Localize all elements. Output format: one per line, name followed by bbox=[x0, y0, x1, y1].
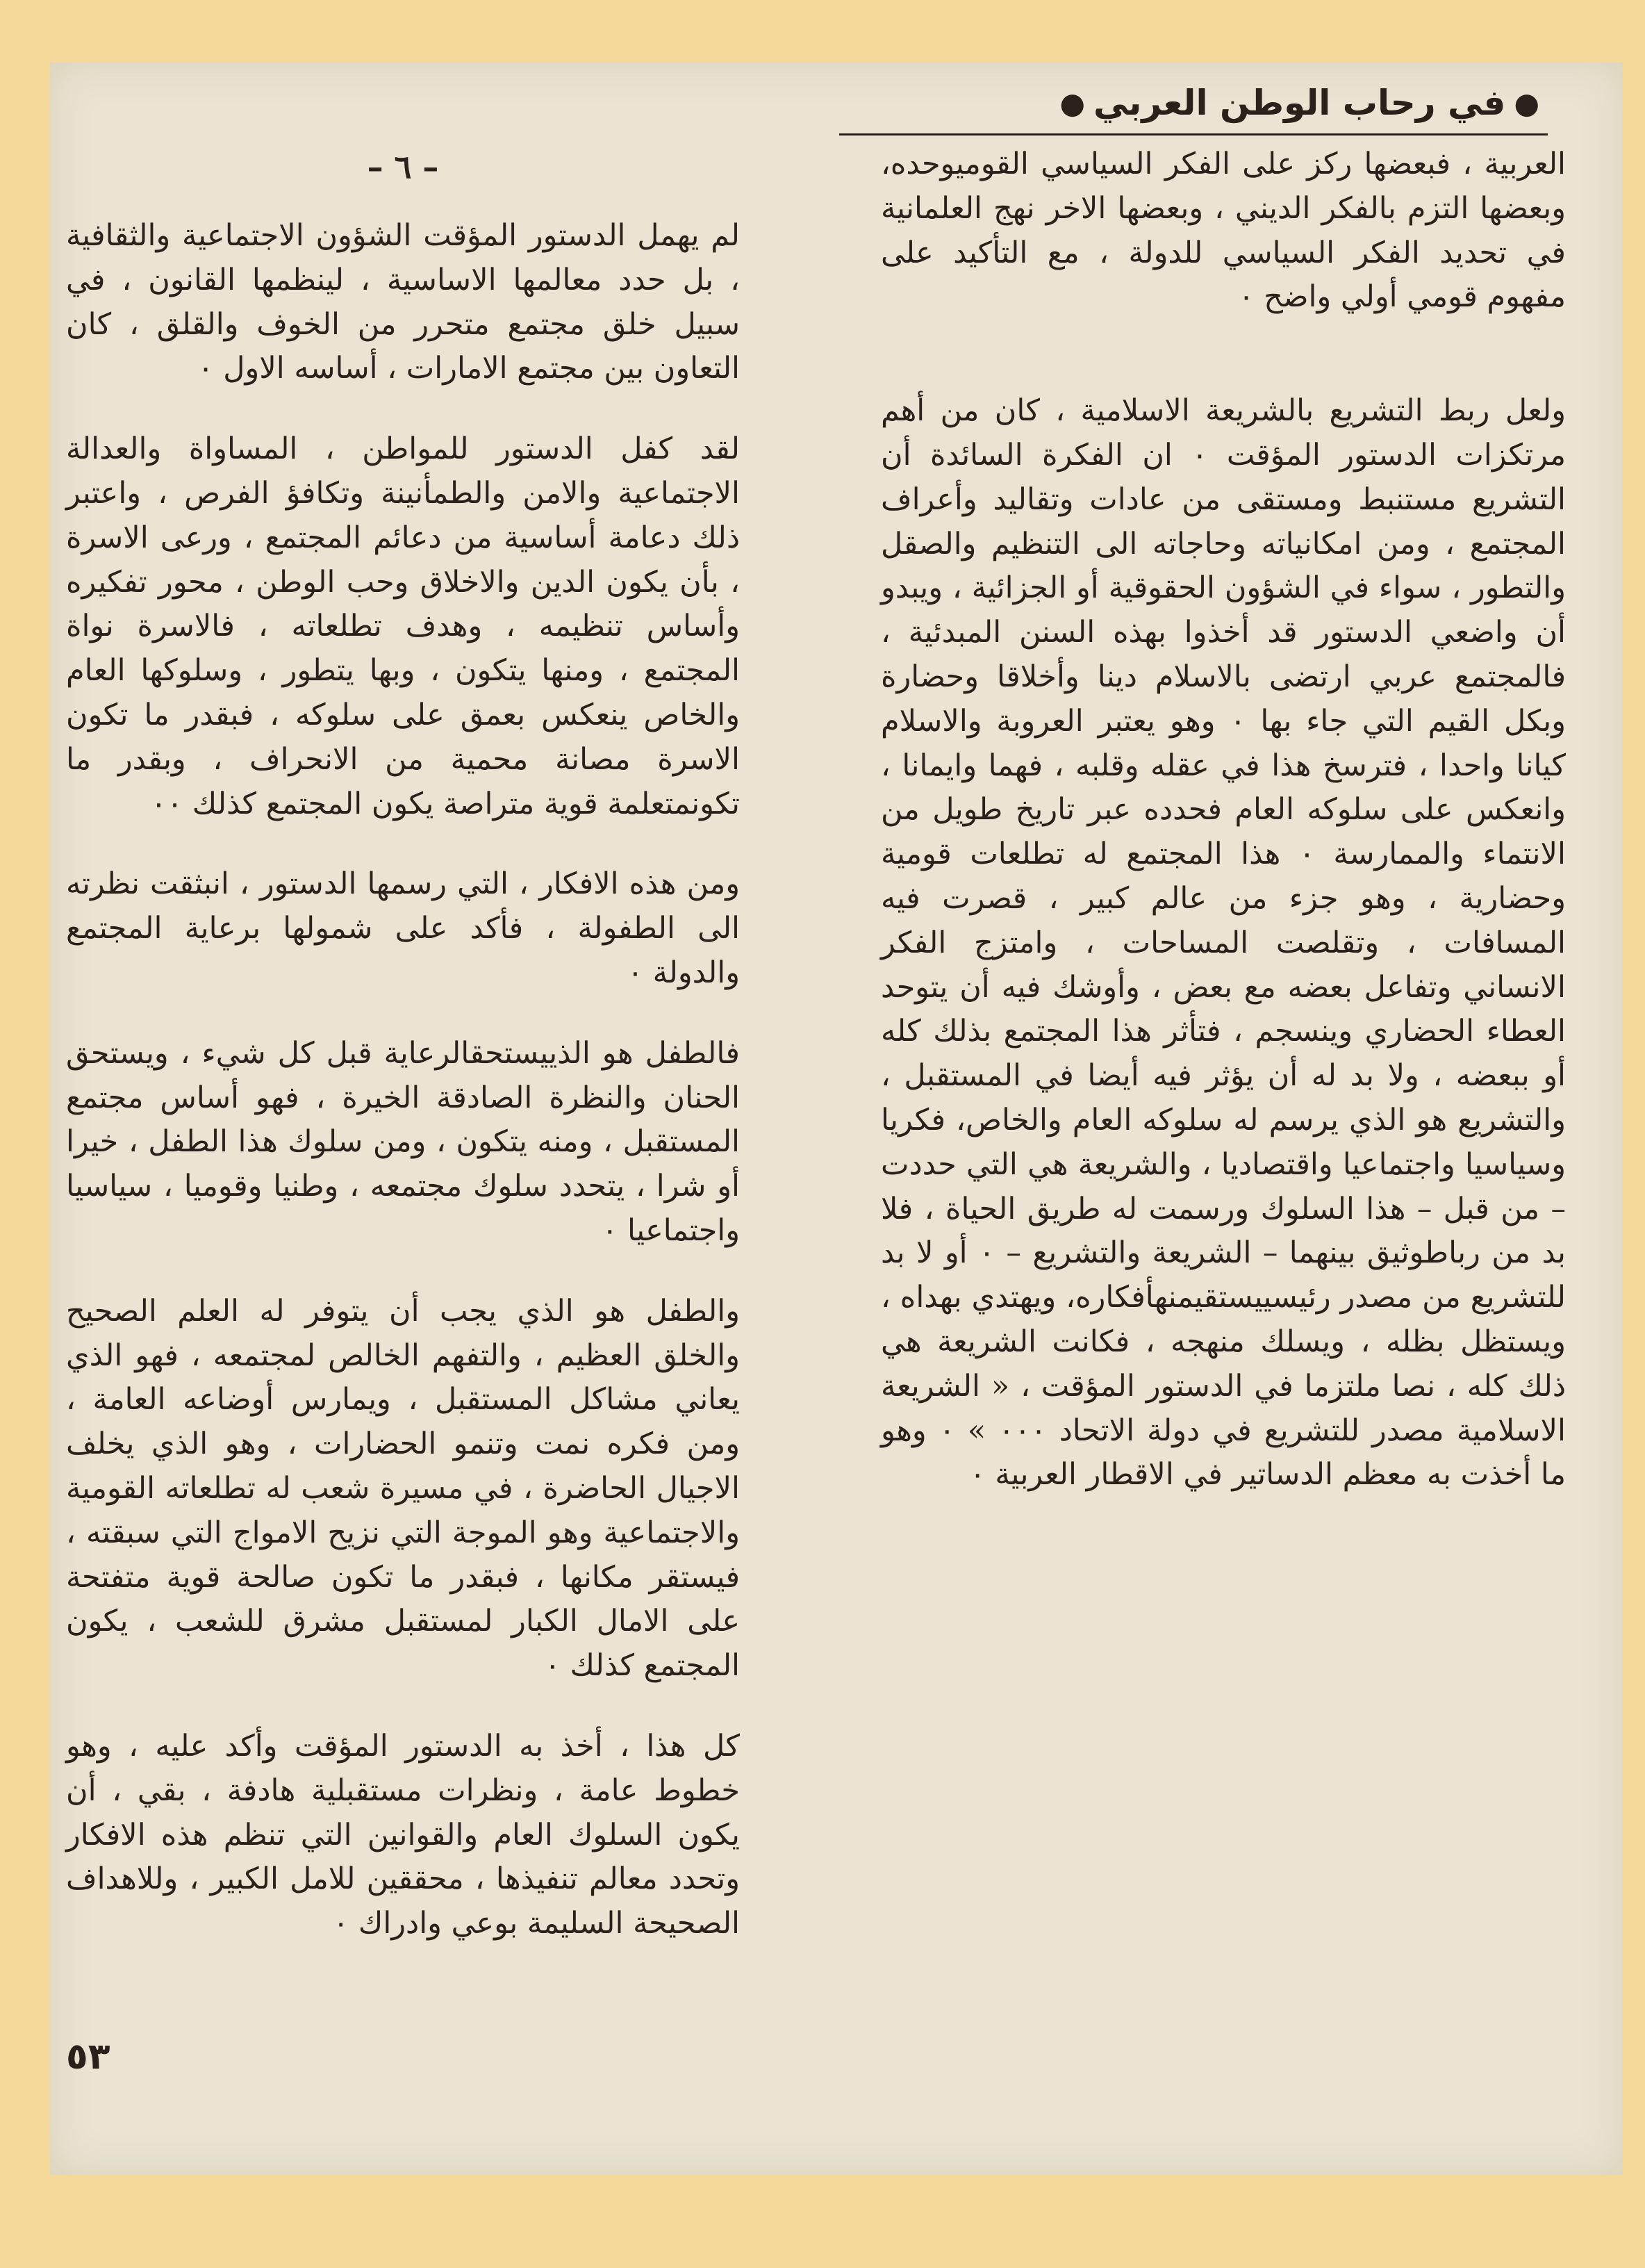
paragraph: ومن هذه الافكار ، التي رسمها الدستور ، انبثقت نظرته الى الطفولة ، فأكد على شمولها برعاية المجتمع والدولة ٠ bbox=[66, 866, 740, 990]
paragraph-gap bbox=[66, 826, 740, 862]
page-number: ٥٣ bbox=[66, 2036, 110, 2078]
paragraph: لقد كفل الدستور للمواطن ، المساواة والعدالة الاجتماعية والامن والطمأنينة وتكافؤ الفرص ، واعتبر ذلك دعامة أساسية من دعائم المجتمع ، ورعى الاسرة ، بأن يكون الدين والاخلاق وحب الوطن ، محور تفكيره وأساس تنظيمه ، وهدف تطلعاته ، فالاسرة نواة المجتمع ، ومنها يتكون ، وبها يتطور ، وسلوكها العام والخاص ينعكس بعمق على سلوكه ، فبقدر ما تكون الاسرة مصانة محمية من الانحراف ، وبقدر ما تكونمتعلمة قوية متراصة يكون المجتمع كذلك ٠٠ bbox=[66, 432, 740, 821]
paragraph: كل هذا ، أخذ به الدستور المؤقت وأكد عليه ، وهو خطوط عامة ، ونظرات مستقبلية هادفة ، بقي ، أن يكون السلوك العام والقوانين التي تنظم هذه الافكار وتحدد معالم تنفيذها ، محققين للامل الكبير ، وللاهداف الصحيحة السليمة بوعي وادراك ٠ bbox=[66, 1728, 740, 1941]
paragraph: فالطفل هو الذييستحقالرعاية قبل كل شيء ، ويستحق الحنان والنظرة الصادقة الخيرة ، فهو أساس مجتمع المستقبل ، ومنه يتكون ، ومن سلوك هذا الطفل ، خيرا أو شرا ، يتحدد سلوك مجتمعه ، وطنيا وقوميا ، سياسيا واجتماعيا ٠ bbox=[66, 1035, 740, 1248]
paragraph-gap bbox=[66, 391, 740, 427]
bullet-icon: ● bbox=[1059, 85, 1085, 120]
paragraph-gap bbox=[66, 1254, 740, 1290]
left-column bbox=[66, 146, 740, 1946]
paragraph-gap bbox=[66, 996, 740, 1032]
paragraph-gap bbox=[66, 1688, 740, 1725]
paragraph: العربية ، فبعضها ركز على الفكر السياسي القوميوحده، وبعضها التزم بالفكر الديني ، وبعضها الاخر نهج العلمانية في تحديد الفكر السياسي للدولة ، مع التأكيد على مفهوم قومي أولي واضح ٠ bbox=[881, 147, 1566, 315]
header-title: في رحاب الوطن العربي bbox=[1093, 83, 1506, 123]
bullet-icon: ● bbox=[1514, 85, 1539, 120]
section-number: – ٦ – bbox=[367, 148, 439, 186]
paragraph: والطفل هو الذي يجب أن يتوفر له العلم الصحيح والخلق العظيم ، والتفهم الخالص لمجتمعه ، فهو الذي يعاني مشاكل المستقبل ، ويمارس أوضاعه العامة ، ومن فكره نمت وتنمو الحضارات ، وهو الذي يخلف الاجيال الحاضرة ، في مسيرة شعب له تطلعاته القومية والاجتماعية وهو الموجة التي نزيح الامواج التي سبقته ، فيستقر مكانها ، فبقدر ما تكون صالحة قوية متفتحة على الامال الكبار لمستقبل مشرق للشعب ، يكون المجتمع كذلك ٠ bbox=[66, 1293, 740, 1684]
paragraph-gap bbox=[881, 320, 1566, 389]
paragraph: لم يهمل الدستور المؤقت الشؤون الاجتماعية والثقافية ، بل حدد معالمها الاساسية ، لينظمها القانون ، في سبيل خلق مجتمع متحرر من الخوف والقلق ، كان التعاون بين مجتمع الامارات ، أساسه الاول ٠ bbox=[66, 218, 740, 386]
header-divider bbox=[839, 133, 1548, 135]
paragraph: ولعل ربط التشريع بالشريعة الاسلامية ، كان من أهم مرتكزات الدستور المؤقت ٠ ان الفكرة السائدة أن التشريع مستنبط ومستقى من عادات وتقاليد وأعراف المجتمع ، ومن امكانياته وحاجاته الى التنظيم والصقل والتطور ، سواء في الشؤون الحقوقية أو الجزائية ، ويبدو أن واضعي الدستور قد أخذوا بهذه السنن المبدئية ، فالمجتمع عربي ارتضى بالاسلام دينا وأخلاقا وحضارة وبكل القيم التي جاء بها ٠ وهو يعتبر العروبة والاسلام كيانا واحدا ، فترسخ هذا في عقله وقلبه ، فهما وايمانا ، وانعكس على سلوكه العام فحدده عبر تاريخ طويل من الانتماء والممارسة ٠ هذا المجتمع له تطلعات قومية وحضارية ، وهو جزء من عالم كبير ، قصرت فيه المسافات ، وتقلصت المساحات ، وامتزج الفكر الانساني وتفاعل بعضه مع بعض ، وأوشك فيه أن يتوحد العطاء الحضاري وينسجم ، فتأثر هذا المجتمع بذلك كله أو ببعضه ، ولا بد له أن يؤثر فيه أيضا في المستقبل ، والتشريع هو الذي يرسم له سلوكه العام والخاص، فكريا وسياسيا واجتماعيا واقتصاديا ، والشريعة هي التي حددت – من قبل – هذا السلوك ورسمت له طريق الحياة ، فلا بد من رباطوثيق بينهما – الشريعة والتشريع – ٠ أو لا بد للتشريع من مصدر رئيسييستقيمنهأفكاره، ويهتدي بهداه ، ويستظل بظله ، ويسلك منهجه ، فكانت الشريعة هي ذلك كله ، نصا ملتزما في الدستور المؤقت ، « الشريعة الاسلامية مصدر للتشريع في دولة الاتحاد ٠٠٠ » ٠ وهو ما أخذت به معظم الدساتير في الاقطار العربية ٠ bbox=[881, 393, 1567, 1493]
running-header bbox=[853, 75, 1548, 131]
right-column bbox=[881, 142, 1566, 1497]
